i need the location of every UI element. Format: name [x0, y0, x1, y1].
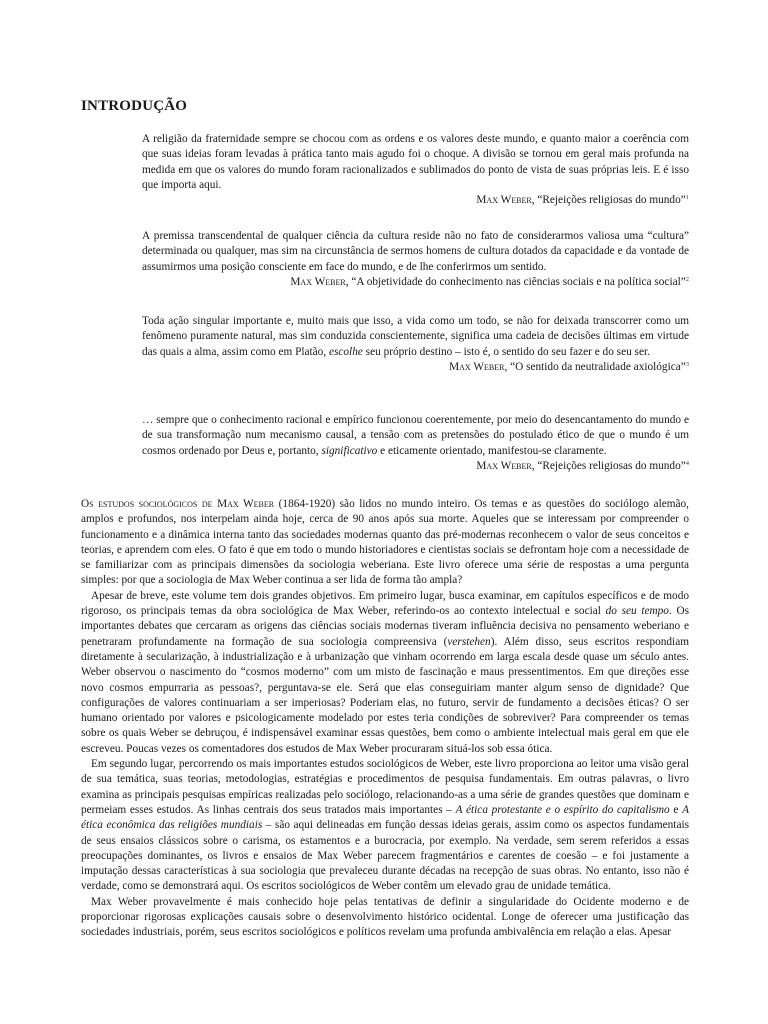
epigraph-attribution: [142, 360, 689, 375]
epigraph-3: [142, 314, 689, 375]
epigraph-attribution: [142, 459, 689, 474]
footnote-link[interactable]: 4: [685, 459, 689, 467]
paragraph-1: Os estudos sociológicos de Max Weber (1864-1920) são lidos no mundo inteiro. Os temas e as questões do sociólogo alemão, amplos e profundos, nos interpelam ainda hoje, cerca de 90 anos após sua morte. Aqueles que se interessam por compreender o funcionamento e a dinâmica interna tanto das sociedades modernas quanto das pré-modernas reconhecem o valor de seus conceitos e teorias, e aprendem com eles. O fato é que em todo o mundo historiadores e cientistas sociais se defrontam hoje com a necessidade de se familiarizar com as principais dimensões da sociologia weberiana. Este livro oferece uma série de respostas a uma pergunta simples: por que a sociologia de Max Weber continua a ser lida de forma tão ampla?: [81, 498, 689, 587]
footnote-link[interactable]: 2: [685, 275, 689, 283]
epigraph-source: , “A objetividade do conhecimento nas ciências sociais e na política social”: [345, 275, 686, 288]
epigraph-2: [142, 229, 689, 290]
epigraph-attribution: [142, 275, 689, 290]
paragraph-2: Apesar de breve, este volume tem dois grandes objetivos. Em primeiro lugar, busca examinar, em capítulos específicos e de modo rigoroso, os principais temas da obra sociológica de Max Weber, referindo-os ao contexto intelectual e social do seu tempo. Os importantes debates que cercaram as origens das ciências sociais modernas tiveram influência decisiva no pensamento weberiano e penetraram profundamente na formação de sua sociologia compreensiva (verstehen). Além disso, seus escritos respondiam diretamente à secularização, à industrialização e à urbanização que vinham ocorrendo em larga escala desde quase um século antes. Weber observou o nascimento do “cosmos moderno” com um misto de fascinação e maus pressentimentos. Em que direções esse novo cosmos empurraria as pessoas?, perguntava-se ele. Será que elas conseguiriam manter algum senso de dignidade? Que configurações de valores continuariam a ser imperiosas? Poderiam elas, no futuro, servir de fundamento a decisões éticas? O ser humano orientado por valores e psicologicamente modelado por estes teria condições de sobreviver? Para compreender os temas sobre os quais Weber se debruçou, é indispensável examinar essas questões, bem como o ambiente intelectual mais geral em que ele escreveu. Poucas vezes os comentadores dos estudos de Max Weber procuraram situá-los sob essa ótica.: [81, 589, 690, 755]
body-text: [81, 497, 689, 941]
epigraph-author: Max Weber: [449, 360, 505, 373]
epigraph-source: , “Rejeições religiosas do mundo”: [531, 194, 686, 207]
paragraph-4: Max Weber provavelmente é mais conhecido hoje pelas tentativas de definir a singularidade do Ocidente moderno e de proporcionar rigorosas explicações causais sobre o desenvolvimento histórico ocidental. Longe de oferecer uma justificação das sociedades industriais, porém, seus escritos sociológicos e políticos revelam uma profunda ambivalência em relação a elas. Apesar: [81, 895, 689, 939]
epigraph-attribution: [142, 193, 689, 208]
epigraph-4: [142, 413, 689, 474]
epigraph-author: Max Weber: [476, 459, 532, 472]
epigraph-text: Toda ação singular importante e, muito mais que isso, a vida como um todo, se não for deixada transcorrer como um fenômeno puramente natural, mas sim conduzida conscientemente, significa uma cadeia de decisões últimas em virtude das quais a alma, assim como em Platão, escolhe seu próprio destino – isto é, o sentido do seu fazer e do seu ser.: [142, 315, 689, 358]
epigraph-text: A religião da fraternidade sempre se chocou com as ordens e os valores deste mundo, e quanto maior a coerência com que suas ideias foram levadas à prática tanto mais agudo foi o choque. A divisão se tornou em geral mais profunda na medida em que os valores do mundo foram racionalizados e sublimados do ponto de vista de suas próprias leis. E é isso que importa aqui.: [142, 133, 689, 191]
epigraph-author: Max Weber: [476, 194, 532, 207]
epigraph-source: , “Rejeições religiosas do mundo”: [531, 459, 686, 472]
footnote-link[interactable]: 3: [685, 360, 689, 368]
epigraph-text: A premissa transcendental de qualquer ciência da cultura reside não no fato de considerarmos valiosa uma “cultura” determinada ou qualquer, mas sim na circunstância de sermos homens de cultura dotados da capacidade e da vontade de assumirmos uma posição consciente em face do mundo, e de lhe conferirmos um sentido.: [142, 230, 689, 273]
epigraph-text: … sempre que o conhecimento racional e empírico funcionou coerentemente, por meio do desencantamento do mundo e de sua transformação num mecanismo causal, a tensão com as pretensões do postulado ético de que o mundo é um cosmos ordenado por Deus e, portanto, significativo e eticamente orientado, manifestou-se claramente.: [142, 414, 689, 457]
epigraph-source: , “O sentido da neutralidade axiológica”: [504, 360, 686, 373]
epigraph-1: [142, 132, 689, 208]
chapter-heading: INTRODUÇÃO: [81, 98, 188, 114]
paragraph-3: Em segundo lugar, percorrendo os mais importantes estudos sociológicos de Weber, este livro proporciona ao leitor uma visão geral de sua temática, suas teorias, metodologias, estratégias e procedimentos de pesquisa fundamentais. Em outras palavras, o livro examina as principais pesquisas empíricas realizadas pelo sociólogo, relacionando-as a uma série de grandes questões que dominam e permeiam esses estudos. As linhas centrais dos seus tratados mais importantes – A ética protestante e o espírito do capitalismo e A ética econômica das religiões mundiais – são aqui delineadas em função dessas ideias gerais, assim como os aspectos fundamentais de seus ensaios clássicos sobre o carisma, os estamentos e a burocracia, por exemplo. Na verdade, sem serem referidos a essas preocupações dominantes, os livros e ensaios de Max Weber parecem fragmentários e carentes de coesão – e foi justamente a imputação dessas características à sua sociologia que prevaleceu durante décadas na recepção de suas obras. No entanto, isso não é verdade, como se demonstrará aqui. Os escritos sociológicos de Weber contêm um elevado grau de unidade temática.: [81, 758, 689, 893]
epigraph-author: Max Weber: [290, 275, 346, 288]
footnote-link[interactable]: 1: [685, 194, 689, 202]
